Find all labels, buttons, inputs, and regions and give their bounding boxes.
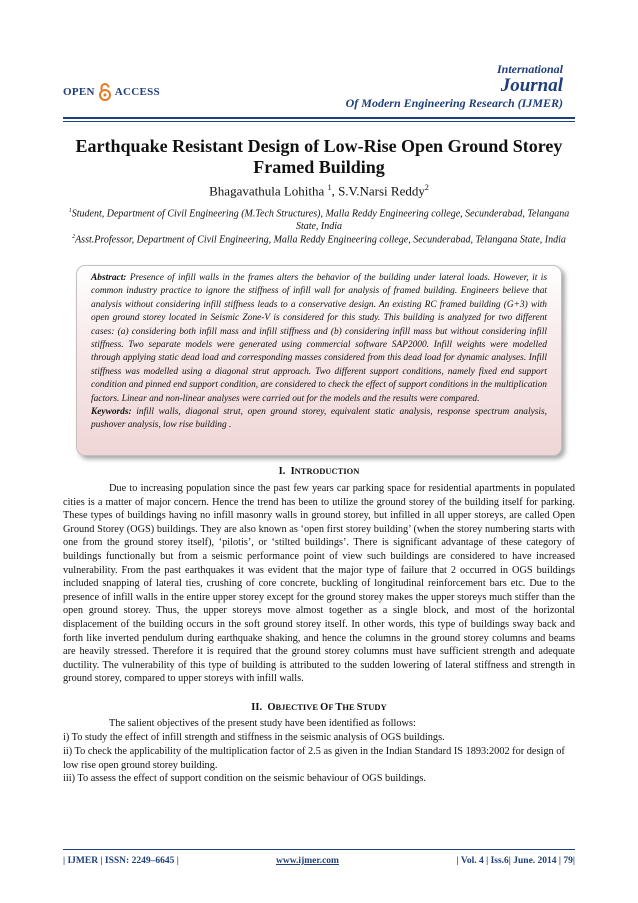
header-rule-thick	[63, 117, 575, 119]
abstract-body: Presence of infill walls in the frames alters the behavior of the building under lateral loads. However, it is common industry practice to ignore the stiffness of infill wall for analysis of framed building. Engineers believe that analysis without considering infill stiffness leads to a conservative design. An existing RC framed building (G+3) with open ground storey located in Seismic Zone-V is considered for this study. This building is analyzed for two different cases: (a) considering both infill mass and infill stiffness and (b) considering infill mass but without considering infill stiffness. Two separate models were generated using commercial software SAP2000. Infill weights were modelled through applying static dead load and corresponding masses considered from this dead load for dynamic analyses. Infill stiffness was modelled using a diagonal strut approach. Two different support conditions, namely fixed end support condition and pinned end support condition, are considered to check the effect of support conditions in the multiplication factors. Linear and non-linear analyses were carried out for the models and the results were compared.	[91, 273, 547, 404]
author-2: S.V.Narsi Reddy	[338, 183, 425, 199]
open-label: OPEN	[63, 86, 95, 98]
section-2-w3-rest: HE	[342, 702, 357, 712]
section-1-number: I.	[278, 466, 286, 477]
abstract	[91, 272, 547, 433]
affiliation-2-text: Asst.Professor, Department of Civil Engineering, Malla Reddy Engineering college, Secunderabad, Telangana State, India	[75, 234, 566, 246]
section-2-w4-cap: S	[356, 702, 363, 713]
journal-line-3: Of Modern Engineering Research (IJMER)	[345, 96, 563, 110]
header-rule-thin	[63, 121, 575, 122]
affiliation-2	[63, 231, 575, 246]
section-1-rest: NTRODUCTION	[294, 466, 360, 476]
author-line	[63, 183, 575, 199]
footer-website-link[interactable]: www.ijmer.com	[276, 856, 339, 866]
objectives-intro: The salient objectives of the present study have been identified as follows:	[109, 718, 416, 729]
journal-line-2: Journal	[500, 75, 563, 96]
open-access-logo	[63, 83, 160, 101]
keywords-label: Keywords:	[91, 407, 132, 418]
footer-issn: | IJMER | ISSN: 2249–6645 |	[63, 856, 179, 866]
footer-volume: | Vol. 4 | Iss.6| June. 2014 | 79|	[456, 856, 575, 866]
author-2-sup: 2	[424, 183, 429, 192]
section-heading-introduction	[63, 466, 575, 477]
affiliation-1	[63, 205, 575, 233]
section-2-w4-rest: TUDY	[362, 702, 387, 712]
section-2-w1-cap: O	[267, 702, 276, 713]
section-2-w2-rest: F	[328, 702, 336, 712]
keywords-body: infill walls, diagonal strut, open ground storey, equivalent static analysis, response spectrum analysis, pushover analysis, low rise building .	[91, 407, 547, 431]
affiliation-1-sup: 1	[68, 208, 72, 214]
section-1-cap: I	[290, 466, 295, 477]
section-2-w1-rest: BJECTIVE	[275, 702, 321, 712]
introduction-paragraph: Due to increasing population since the past few years car parking space for residential apartments in populated cities is a matter of major concern. Hence the trend has been to utilize the ground storey of the building itself for parking. These types of buildings having no infill masonry walls in ground storey, but infilled in all upper storeys, are called Open Ground Storey (OGS) buildings. They are also known as ‘open first storey building’ (when the storey numbering starts with one from the ground storey itself), ‘pilotis’, or ‘stilted buildings’. There is significant advantage of these category of buildings functionally but from a seismic performance point of view such buildings are considered to have increased vulnerability. From the past earthquakes it was evident that the major type of failure that 2 occurred in OGS buildings included snapping of lateral ties, crushing of core concrete, buckling of longitudinal reinforcement bars etc. Due to the presence of infill walls in the entire upper storey except for the ground storey makes the upper storeys much stiffer than the open ground storey. Thus, the upper storeys move almost together as a single block, and most of the horizontal displacement of the building occurs in the soft ground storey itself. In other words, this type of buildings sway back and forth like inverted pendulum during earthquake shaking, and hence the columns in the ground storey columns and beams are heavily stressed. Therefore it is required that the ground storey columns must have sufficient strength and adequate ductility. The vulnerability of this type of building is attributed to the sudden lowering of lateral stiffness and strength in ground storey, compared to upper storeys with infill walls.	[63, 483, 575, 685]
objective-item: ii) To check the applicability of the multiplication factor of 2.5 as given in the Indian Standard IS 1893:2002 for design of low rise open ground storey building.	[63, 746, 565, 771]
affiliation-1-text: Student, Department of Civil Engineering (M.Tech Structures), Malla Reddy Engineering college, Secunderabad, Telangana State, India	[71, 208, 570, 233]
section-heading-objective	[63, 702, 575, 713]
section-2-w2-cap: O	[320, 702, 329, 713]
objective-item: iii) To assess the effect of support condition on the seismic behaviour of OGS buildings.	[63, 773, 426, 784]
author-1-sup: 1	[327, 183, 332, 192]
section-2-w3-cap: T	[335, 702, 343, 713]
affiliation-2-sup: 2	[72, 234, 76, 240]
access-label: ACCESS	[114, 86, 160, 98]
section-2-number: II.	[251, 702, 263, 713]
paper-title: Earthquake Resistant Design of Low-Rise Open Ground Storey Framed Building	[75, 136, 563, 177]
objective-item: i) To study the effect of infill strength and stiffness in the seismic analysis of OGS buildings.	[63, 732, 445, 743]
abstract-label: Abstract:	[91, 273, 127, 283]
open-access-lock-icon	[98, 83, 112, 101]
journal-line-1: International	[496, 62, 563, 76]
author-1: Bhagavathula Lohitha	[209, 183, 328, 199]
author-separator: ,	[331, 183, 339, 199]
footer-rule	[63, 849, 575, 850]
journal-name	[346, 62, 563, 110]
